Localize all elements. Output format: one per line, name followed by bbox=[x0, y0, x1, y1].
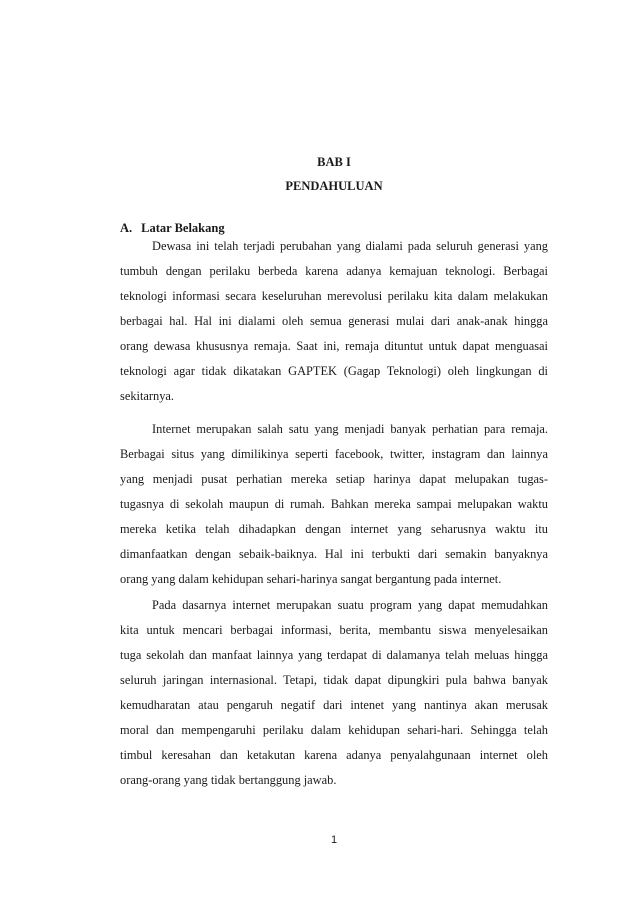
paragraph-line: yang menjadi pusat perhatian mereka setiap harinya dapat melupakan tugas- bbox=[120, 472, 548, 486]
paragraph-line: Internet merupakan salah satu yang menjadi banyak perhatian para remaja. bbox=[152, 422, 548, 436]
paragraph-line: tuga sekolah dan manfaat lainnya yang terdapat di dalamanya telah meluas hingga bbox=[120, 648, 548, 662]
paragraph-line: orang-orang yang tidak bertanggung jawab. bbox=[120, 773, 337, 787]
paragraph-line: kemudharatan atau pengaruh negatif dari intenet yang nantinya akan merusak bbox=[120, 698, 548, 712]
paragraph-line: teknologi agar tidak dikatakan GAPTEK (Gagap Teknologi) oleh lingkungan di bbox=[120, 364, 548, 378]
paragraph-line: mereka ketika telah dihadapkan dengan internet yang seharusnya waktu itu bbox=[120, 522, 548, 536]
paragraph-line: orang yang dalam kehidupan sehari-harinya sangat bergantung pada internet. bbox=[120, 572, 502, 586]
section-heading bbox=[120, 221, 225, 236]
paragraph-line: teknologi informasi secara keseluruhan merevolusi perilaku kita dalam melakukan bbox=[120, 289, 548, 303]
paragraph-3 bbox=[120, 597, 548, 797]
paragraph-2 bbox=[120, 421, 548, 596]
paragraph-line: tumbuh dengan perilaku berbeda karena adanya kemajuan teknologi. Berbagai bbox=[120, 264, 548, 278]
page-number: 1 bbox=[330, 834, 338, 846]
paragraph-line: tugasnya di sekolah maupun di rumah. Bahkan mereka sampai melupakan waktu bbox=[120, 497, 548, 511]
paragraph-line: seluruh jaringan internasional. Tetapi, tidak dapat dipungkiri pula bahwa banyak bbox=[120, 673, 548, 687]
paragraph-1 bbox=[120, 238, 548, 413]
paragraph-line: moral dan mempengaruhi perilaku dalam kehidupan sehari-hari. Sehingga telah bbox=[120, 723, 548, 737]
paragraph-line: Pada dasarnya internet merupakan suatu program yang dapat memudahkan bbox=[152, 598, 548, 612]
paragraph-line: Berbagai situs yang dimilikinya seperti facebook, twitter, instagram dan lainnya bbox=[120, 447, 548, 461]
paragraph-line: Dewasa ini telah terjadi perubahan yang dialami pada seluruh generasi yang bbox=[152, 239, 548, 253]
paragraph-line: berbagai hal. Hal ini dialami oleh semua generasi mulai dari anak-anak hingga bbox=[120, 314, 548, 328]
paragraph-line: sekitarnya. bbox=[120, 389, 175, 403]
section-letter: A. bbox=[120, 221, 133, 235]
section-title: Latar Belakang bbox=[141, 221, 225, 235]
chapter-number: BAB I bbox=[317, 155, 351, 169]
paragraph-line: orang dewasa khususnya remaja. Saat ini, remaja dituntut untuk dapat menguasai bbox=[120, 339, 548, 353]
paragraph-line: kita untuk mencari berbagai informasi, berita, membantu siswa menyelesaikan bbox=[120, 623, 548, 637]
chapter-title: PENDAHULUAN bbox=[285, 179, 383, 193]
paragraph-line: timbul keresahan dan ketakutan karena adanya penyalahgunaan internet oleh bbox=[120, 748, 548, 762]
paragraph-line: dimanfaatkan dengan sebaik-baiknya. Hal ini terbukti dari semakin banyaknya bbox=[120, 547, 548, 561]
